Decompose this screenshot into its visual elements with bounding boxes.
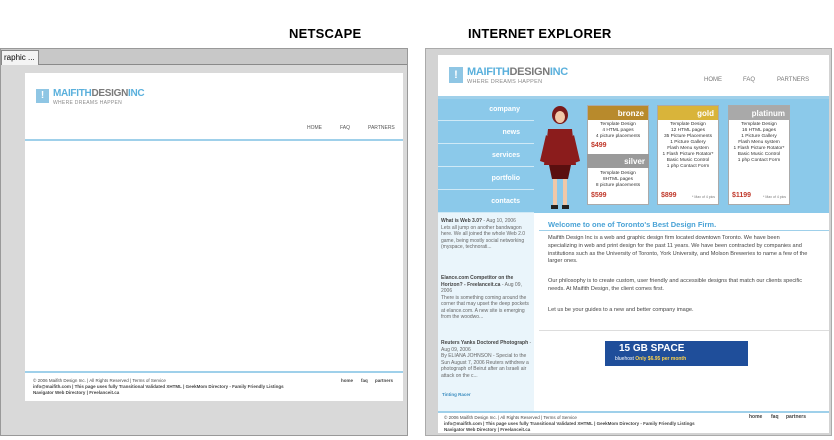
news-title[interactable]: What is Web 3.0? bbox=[441, 218, 483, 224]
site-tagline: WHERE DREAMS HAPPEN bbox=[53, 100, 123, 106]
gold-feature: 35 Picture Placements bbox=[664, 134, 712, 139]
gold-feature: Flash Menu system bbox=[667, 146, 709, 151]
news-text: By ELIANA JOHNSON - Special to the Sun August 7, 2006 Reuters withdrew a photograph of Beirut after an Israeli air attack on the c... bbox=[441, 353, 529, 379]
footer-nav-home[interactable]: home bbox=[341, 378, 354, 383]
tips-link[interactable]: Tinting Racer bbox=[442, 392, 471, 397]
site-tagline: WHERE DREAMS HAPPEN bbox=[467, 79, 543, 85]
package-platinum[interactable] bbox=[728, 105, 790, 205]
news-text: There is something coming around the corner that may upset the deep pockets at elance.com. A new site is emerging from the woodwo... bbox=[441, 294, 529, 320]
bronze-feature: 4 HTML pages bbox=[602, 128, 634, 133]
platinum-price: $1199 bbox=[732, 192, 752, 199]
netscape-page bbox=[25, 73, 403, 401]
footer-nav-home[interactable]: home bbox=[749, 414, 763, 420]
platinum-feature: 1 Flash Picture Rotator* bbox=[733, 146, 785, 151]
banner-title: 15 GB SPACE bbox=[619, 343, 685, 354]
footer-directory[interactable]: Navigator Web Directory | Freelanceit.ca bbox=[444, 427, 531, 432]
site-logo[interactable] bbox=[53, 88, 144, 99]
footer-nav-partners[interactable]: partners bbox=[375, 378, 394, 383]
platinum-feature: Basic Music Control bbox=[737, 152, 781, 157]
sidebar-item-company[interactable]: company bbox=[438, 99, 534, 121]
footer-nav-partners[interactable]: partners bbox=[786, 414, 807, 420]
browser-tab[interactable]: raphic ... bbox=[1, 50, 39, 65]
bronze-title: bronze bbox=[588, 106, 648, 120]
footer-nav-faq[interactable]: faq bbox=[771, 414, 779, 420]
sidebar-item-news[interactable]: news bbox=[438, 122, 534, 144]
footer-divider bbox=[25, 371, 403, 373]
logo-icon: ! bbox=[36, 89, 49, 103]
bronze-features bbox=[588, 120, 648, 140]
nav-faq[interactable]: FAQ bbox=[340, 125, 351, 131]
footer-links[interactable]: info@maifith.com | This page uses fully Transitional Validated XHTML | GeekMom Directory - Family Friendly Listings bbox=[33, 384, 284, 389]
footer-copyright: © 2006 Maifith Design Inc. | All Rights Reserved | Terms of Service bbox=[33, 378, 166, 383]
bronze-price: $499 bbox=[591, 142, 607, 149]
bronze-feature: 4 picture placements bbox=[595, 134, 641, 139]
logo-main: MAIFITH bbox=[467, 66, 510, 78]
sidebar-item-portfolio[interactable]: portfolio bbox=[438, 168, 534, 190]
logo-mid: DESIGN bbox=[91, 88, 128, 99]
silver-features bbox=[588, 169, 648, 189]
gold-feature: Template Design bbox=[670, 122, 706, 127]
closing-paragraph: Let us be your guides to a new and better company image. bbox=[548, 307, 694, 313]
banner-tagline bbox=[615, 356, 686, 362]
ie-window bbox=[425, 48, 832, 436]
tab-bar bbox=[1, 49, 407, 65]
site-logo[interactable] bbox=[467, 66, 568, 78]
gold-features bbox=[658, 120, 718, 170]
news-item[interactable] bbox=[441, 340, 533, 379]
silver-price: $599 bbox=[591, 192, 607, 199]
footer-divider bbox=[438, 411, 829, 413]
platinum-feature: Template Design bbox=[741, 122, 777, 127]
news-text: Lets all jump on another bandwagon here. We all joined the whole Web 2.0 game, being mostly social networking (myspace, technorati... bbox=[441, 224, 526, 250]
footer-copyright: © 2006 Maifith Design Inc. | All Rights Reserved | Terms of Service bbox=[444, 415, 577, 420]
package-gold[interactable] bbox=[657, 105, 719, 205]
banner-brand: bluehost bbox=[615, 356, 634, 362]
netscape-heading: NETSCAPE bbox=[289, 26, 362, 41]
news-date: - Aug 10, 2006 bbox=[482, 218, 516, 224]
sidebar-menu bbox=[438, 99, 534, 213]
silver-feature: 8 picture placements bbox=[595, 183, 641, 188]
sidebar-item-services[interactable]: services bbox=[438, 145, 534, 167]
nav-partners[interactable]: PARTNERS bbox=[777, 77, 810, 83]
logo-icon: ! bbox=[449, 67, 463, 83]
nav-faq[interactable]: FAQ bbox=[743, 77, 756, 83]
header-divider bbox=[25, 139, 403, 141]
gold-feature: 1 Picture Gallery bbox=[670, 140, 706, 145]
footer-directory[interactable]: Navigator Web Directory | Freelanceit.ca bbox=[33, 390, 120, 395]
platinum-note: * Max of 4 pics bbox=[763, 195, 786, 199]
news-item[interactable] bbox=[441, 218, 533, 251]
gold-feature: Basic Music Control bbox=[666, 158, 710, 163]
news-title[interactable]: Reuters Yanks Doctored Photograph bbox=[441, 340, 529, 346]
news-column bbox=[438, 213, 534, 413]
news-title[interactable]: Elance.com Competitor on the Horizon? - Freelanceit.ca bbox=[441, 275, 514, 288]
footer-nav-faq[interactable]: faq bbox=[361, 378, 368, 383]
welcome-underline bbox=[539, 230, 829, 231]
banner-offer: Only $6.95 per month bbox=[635, 356, 687, 362]
sidebar-item-contacts[interactable]: contacts bbox=[438, 191, 534, 213]
gold-title: gold bbox=[658, 106, 718, 120]
news-date: - Aug 09, 2006 bbox=[441, 340, 532, 353]
businesswoman-illustration bbox=[538, 105, 582, 211]
footer-links[interactable]: info@maifith.com | This page uses fully Transitional Validated XHTML | GeekMom Directory - Family Friendly Listings bbox=[444, 421, 695, 426]
intro-paragraph: Maifith Design Inc is a web and graphic design firm located downtown Toronto. We have been specializing in web and print design for the past 11 years. We have been contracted by companies and institutions such as the University of Toronto, York University, and Molson Breweries to name a few of the larger ones. bbox=[548, 235, 808, 265]
nav-home[interactable]: HOME bbox=[307, 125, 322, 131]
platinum-feature: 1 php Contact Form bbox=[737, 158, 781, 163]
ie-page bbox=[438, 55, 829, 433]
platinum-feature: 1 Picture Gallery bbox=[741, 134, 777, 139]
bluehost-banner[interactable] bbox=[605, 341, 748, 366]
platinum-feature: 16 HTML pages bbox=[742, 128, 776, 133]
silver-feature: 8HTML pages bbox=[603, 177, 633, 182]
silver-feature: Template Design bbox=[600, 171, 636, 176]
silver-title: silver bbox=[587, 154, 649, 168]
welcome-heading: Welcome to one of Toronto's Best Design Firm. bbox=[548, 220, 717, 229]
logo-end: INC bbox=[128, 88, 145, 99]
news-item[interactable] bbox=[441, 275, 533, 321]
logo-main: MAIFITH bbox=[53, 88, 92, 99]
netscape-window bbox=[0, 48, 408, 436]
package-bronze[interactable] bbox=[587, 105, 649, 205]
nav-partners[interactable]: PARTNERS bbox=[368, 125, 395, 131]
philosophy-paragraph: Our philosophy is to create custom, user friendly and accessible designs that match our clients specific needs. At Maifith Design, the client comes first. bbox=[548, 278, 803, 292]
gold-note: * Max of 4 pics bbox=[692, 195, 715, 199]
gold-price: $899 bbox=[661, 192, 677, 199]
content-divider bbox=[539, 330, 829, 331]
logo-end: INC bbox=[549, 66, 568, 78]
bronze-feature: Template Design bbox=[600, 122, 636, 127]
platinum-title: platinum bbox=[729, 106, 789, 120]
platinum-feature: Flash Menu system bbox=[738, 140, 780, 145]
ie-heading: INTERNET EXPLORER bbox=[468, 26, 612, 41]
gold-feature: 1 Flash Picture Rotator* bbox=[662, 152, 714, 157]
news-date: - Aug 09, 2006 bbox=[441, 281, 522, 294]
gold-feature: 12 HTML pages bbox=[671, 128, 705, 133]
platinum-features bbox=[729, 120, 789, 164]
logo-mid: DESIGN bbox=[509, 66, 550, 78]
gold-feature: 1 php Contact Form bbox=[666, 164, 710, 169]
nav-home[interactable]: HOME bbox=[704, 77, 722, 83]
